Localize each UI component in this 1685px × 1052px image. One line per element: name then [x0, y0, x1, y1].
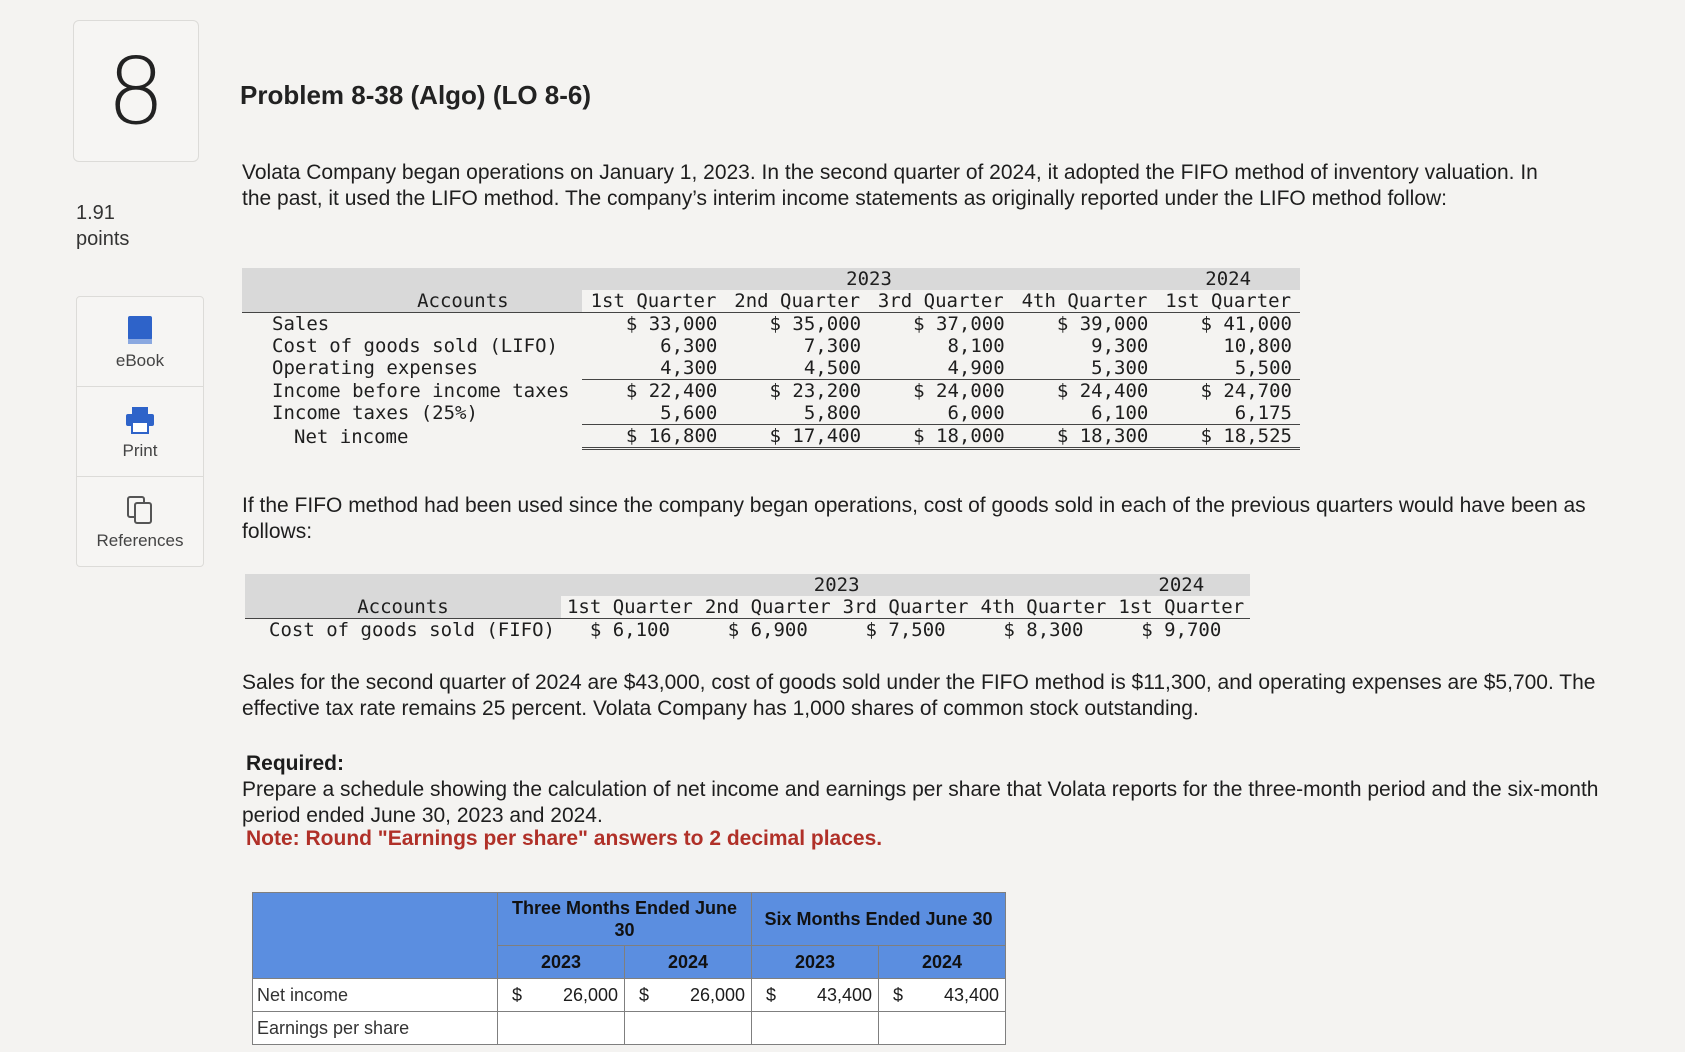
fifo-cogs-table — [245, 574, 1250, 641]
field-value: 26,000 — [689, 984, 745, 1005]
year-header: 2023 — [752, 946, 879, 979]
row-label: Operating expenses — [272, 357, 478, 380]
row-label: Net income — [294, 425, 409, 448]
intro-text: Volata Company began operations on January 1, 2023. In the second quarter of 2024, it adopted the FIFO method of inventory valuation. In the past, it used the LIFO method. The company’s interim income statements as originally reported under the LIFO method follow: — [242, 161, 1538, 210]
cell-value: $ 8,300 — [1003, 619, 1084, 641]
cell-value: 4,900 — [869, 357, 1013, 380]
cell-value: $ 35,000 — [769, 313, 862, 335]
print-icon — [124, 403, 156, 437]
cell-value: 8,100 — [947, 335, 1005, 357]
print-label: Print — [122, 440, 158, 460]
field-value: 26,000 — [562, 984, 618, 1005]
eps-2023-six-field[interactable] — [752, 1012, 879, 1045]
cell-value: $ 24,400 — [1056, 380, 1149, 402]
net-income-2024-three-field[interactable] — [625, 979, 752, 1012]
quarter-header: 1st Quarter — [566, 596, 693, 618]
six-months-header: Six Months Ended June 30 — [752, 893, 1006, 946]
accounts-header: Accounts — [245, 596, 561, 619]
net-income-row — [253, 979, 1006, 1012]
problem-title: Problem 8-38 (Algo) (LO 8-6) — [240, 80, 592, 110]
cell-value: 5,300 — [1013, 357, 1157, 380]
eps-2024-three-field[interactable] — [625, 1012, 752, 1045]
q2-info-text: Sales for the second quarter of 2024 are $43,000, cost of goods sold under the FIFO method is $11,300, and operating expenses are $5,700. The effective tax rate remains 25 percent. Volata Company has 1,000 shares of common stock outstanding. — [242, 671, 1596, 720]
table-row — [242, 402, 1300, 425]
cell-value: 5,800 — [725, 402, 869, 425]
fifo-intro-text: If the FIFO method had been used since the company began operations, cost of goods sold in each of the previous quarters would have been as follows: — [242, 494, 1586, 543]
ebook-icon — [126, 313, 154, 347]
cell-value: $ 37,000 — [913, 313, 1005, 335]
quarter-header: 1st Quarter — [1118, 596, 1245, 618]
cell-value: 6,000 — [869, 402, 1013, 425]
cell-value: 5,600 — [582, 402, 726, 425]
cell-value: $ 18,525 — [1156, 425, 1300, 449]
quarter-header: 1st Quarter — [590, 290, 717, 312]
cell-value: 4,300 — [582, 357, 726, 380]
cell-value: 6,175 — [1156, 402, 1300, 425]
row-label: Income before income taxes — [272, 379, 570, 402]
eps-2023-three-field[interactable] — [498, 1012, 625, 1045]
cell-value: 7,300 — [803, 335, 862, 357]
cell-value: 10,800 — [1223, 335, 1292, 357]
quarter-header: 2nd Quarter — [734, 290, 861, 312]
table-row — [242, 357, 1300, 380]
year-2023-header: 2023 — [582, 268, 1157, 290]
ebook-label: eBook — [115, 350, 165, 370]
table-row — [242, 313, 1300, 336]
print-button[interactable] — [77, 387, 203, 477]
cell-value: 5,500 — [1156, 357, 1300, 380]
cell-value: $ 41,000 — [1200, 313, 1292, 335]
ebook-button[interactable] — [77, 297, 203, 387]
cell-value: $ 9,700 — [1141, 619, 1222, 641]
points-info — [76, 200, 129, 252]
row-label: Sales — [272, 313, 330, 335]
year-header: 2023 — [498, 946, 625, 979]
cell-value: $ 16,800 — [582, 425, 726, 449]
row-label: Net income — [253, 979, 498, 1012]
year-header: 2024 — [625, 946, 752, 979]
cell-value: $ 22,400 — [625, 380, 718, 402]
currency-symbol: $ — [766, 985, 777, 1005]
table-row — [242, 425, 1300, 449]
cell-value: $ 6,100 — [589, 619, 670, 641]
points-label: points — [76, 228, 130, 250]
row-label: Cost of goods sold (FIFO) — [269, 619, 555, 641]
table-row — [245, 619, 1250, 642]
year-2023-header: 2023 — [561, 574, 1112, 596]
table-row — [242, 335, 1300, 357]
net-income-2023-six-field[interactable] — [752, 979, 879, 1012]
question-number: 8 — [106, 37, 166, 145]
eps-row — [253, 1012, 1006, 1045]
cell-value: $ 17,400 — [725, 425, 869, 449]
required-heading: Required: — [246, 752, 345, 775]
quarter-header: 4th Quarter — [980, 596, 1107, 618]
cell-value: $ 7,500 — [865, 619, 946, 641]
references-button[interactable] — [77, 477, 203, 566]
cell-value: 6,100 — [1013, 402, 1157, 425]
cell-value: $ 24,000 — [913, 380, 1005, 402]
references-label: References — [96, 530, 184, 550]
year-header: 2024 — [879, 946, 1006, 979]
eps-2024-six-field[interactable] — [879, 1012, 1006, 1045]
cell-value: 9,300 — [1091, 335, 1149, 357]
cell-value: $ 23,200 — [769, 380, 862, 402]
quarter-header: 2nd Quarter — [704, 596, 831, 618]
references-icon — [125, 493, 155, 527]
answer-schedule-table — [252, 892, 1006, 1045]
required-text: Prepare a schedule showing the calculation of net income and earnings per share that Volata reports for the three-month period and the six-month period ended June 30, 2023 and 2024. — [242, 778, 1599, 827]
question-number-box — [73, 20, 199, 162]
row-label: Cost of goods sold (LIFO) — [272, 335, 558, 357]
field-value: 43,400 — [816, 984, 872, 1005]
currency-symbol: $ — [893, 985, 904, 1005]
year-2024-header: 2024 — [1112, 574, 1250, 596]
cell-value: $ 6,900 — [727, 619, 808, 641]
cell-value: 6,300 — [660, 335, 718, 357]
cell-value: $ 33,000 — [625, 313, 718, 335]
row-label: Income taxes (25%) — [272, 402, 478, 425]
currency-symbol: $ — [639, 985, 650, 1005]
cell-value: 4,500 — [725, 357, 869, 380]
cell-value: $ 24,700 — [1200, 380, 1292, 402]
cell-value: $ 18,000 — [869, 425, 1013, 449]
net-income-2024-six-field[interactable] — [879, 979, 1006, 1012]
quarter-header: 1st Quarter — [1165, 290, 1292, 312]
table-row — [242, 380, 1300, 403]
field-value: 43,400 — [943, 984, 999, 1005]
cell-value: $ 39,000 — [1056, 313, 1149, 335]
cell-value: $ 18,300 — [1013, 425, 1157, 449]
quarter-header: 4th Quarter — [1021, 290, 1148, 312]
year-2024-header: 2024 — [1156, 268, 1300, 290]
quarter-header: 3rd Quarter — [842, 596, 969, 618]
note-text: Note: Round "Earnings per share" answers to 2 decimal places. — [246, 827, 883, 850]
points-value: 1.91 — [76, 202, 115, 224]
currency-symbol: $ — [512, 985, 523, 1005]
row-label: Earnings per share — [253, 1012, 498, 1045]
side-tools — [76, 296, 204, 567]
three-months-header: Three Months Ended June 30 — [498, 893, 752, 946]
net-income-2023-three-field[interactable] — [498, 979, 625, 1012]
accounts-header: Accounts — [242, 290, 582, 313]
lifo-income-table — [242, 268, 1300, 450]
quarter-header: 3rd Quarter — [877, 290, 1004, 312]
